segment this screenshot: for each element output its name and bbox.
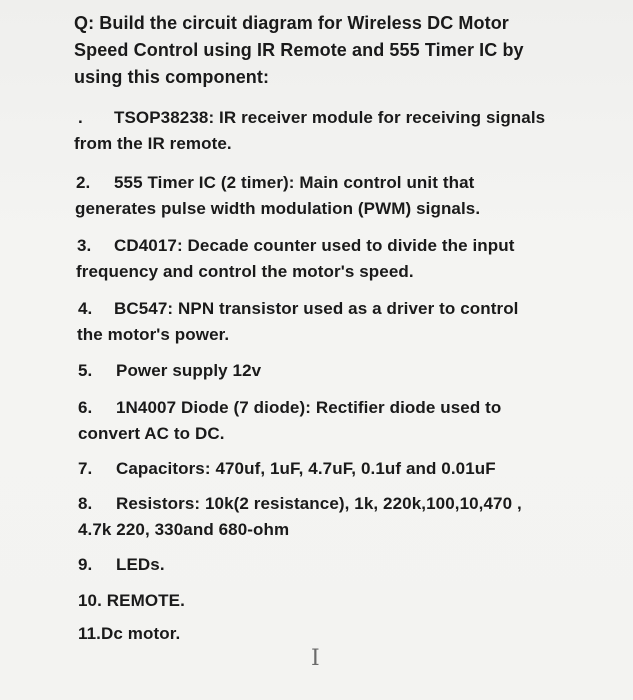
text-cursor-icon: I [311, 646, 320, 671]
list-item-text-continued: 4.7k 220, 330and 680-ohm [78, 520, 290, 539]
list-item-text: Capacitors: 470uf, 1uF, 4.7uF, 0.1uf and 0.01uF [116, 459, 496, 478]
list-item-text-continued: convert AC to DC. [78, 424, 225, 443]
question-line-3: using this component: [74, 67, 270, 87]
list-item-text: LEDs. [116, 555, 165, 574]
list-item-number: 5. [78, 361, 93, 380]
list-item-text: BC547: NPN transistor used as a driver to control [114, 299, 519, 318]
list-item-text: 11.Dc motor. [78, 624, 181, 643]
question-line-2: Speed Control using IR Remote and 555 Timer IC by [74, 40, 524, 60]
question-line-1: Q: Build the circuit diagram for Wireless DC Motor [74, 13, 509, 33]
list-item-text-continued: generates pulse width modulation (PWM) signals. [75, 199, 481, 218]
list-item-text-continued: the motor's power. [77, 325, 230, 344]
list-item-text: Resistors: 10k(2 resistance), 1k, 220k,100,10,470 , [116, 494, 522, 513]
list-item-text: TSOP38238: IR receiver module for receiving signals [114, 108, 546, 127]
list-item-text: 10. REMOTE. [78, 591, 185, 610]
list-item-number: 7. [78, 459, 93, 478]
list-item-text: CD4017: Decade counter used to divide the input [114, 236, 515, 255]
list-item-text-continued: frequency and control the motor's speed. [76, 262, 414, 281]
list-item-text: 1N4007 Diode (7 diode): Rectifier diode used to [116, 398, 502, 417]
list-item-text: Power supply 12v [116, 361, 262, 380]
list-item-number: 9. [78, 555, 93, 574]
list-item-number: . [78, 108, 83, 127]
list-item-number: 3. [77, 236, 92, 255]
list-item-number: 6. [78, 398, 93, 417]
list-item-number: 8. [78, 494, 93, 513]
list-item-text-continued: from the IR remote. [74, 134, 232, 153]
list-item-text: 555 Timer IC (2 timer): Main control unit that [114, 173, 475, 192]
list-item-number: 4. [78, 299, 93, 318]
list-item-number: 2. [76, 173, 91, 192]
